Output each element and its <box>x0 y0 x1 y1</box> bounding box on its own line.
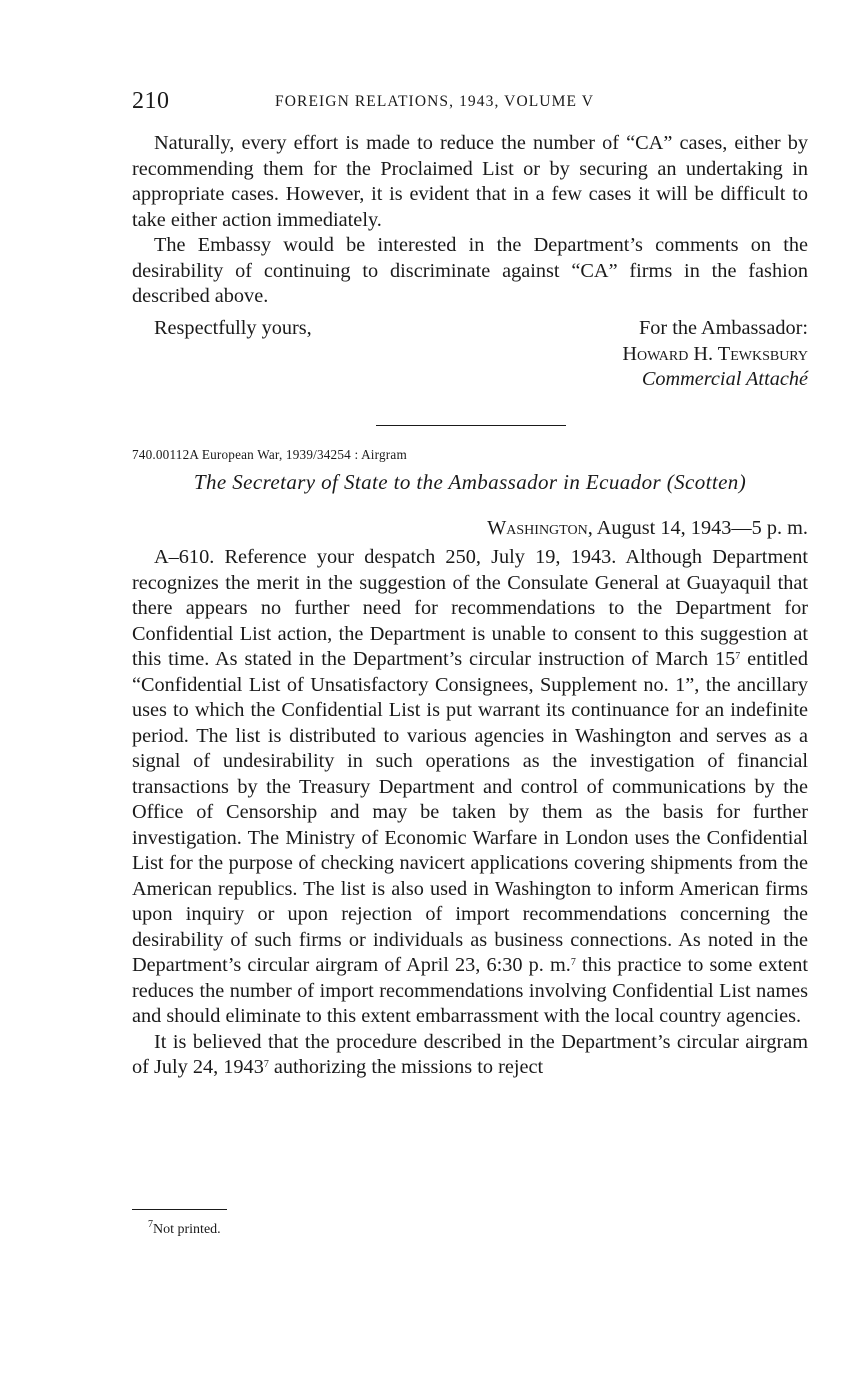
body-text-part-4: It is believed that the procedure described in the Department’s circular airgram of July 24, 1943 <box>132 1030 808 1078</box>
body-text-part-1: A–610. Reference your despatch 250, July 19, 1943. Although Department recognizes the merit in the suggestion of the Consulate General at Guayaquil that there appears no further need for recommendations to the Department for Confidential List action, the Department is unable to consent to this suggestion at this time. As stated in the Department’s circular instruction of March 15 <box>132 546 808 670</box>
paragraph-embassy-comments: The Embassy would be interested in the Department’s comments on the desirability of continuing to discriminate against “CA” firms in the fashion described above. <box>132 234 808 307</box>
signature-title: Commercial Attaché <box>641 368 808 390</box>
complimentary-close: Respectfully yours, <box>154 317 312 339</box>
signature-block <box>622 316 808 393</box>
paragraph-confidential-list <box>132 545 808 1030</box>
body-text-part-5: authorizing the missions to reject <box>268 1056 544 1078</box>
body-text-part-2: entitled “Confidential List of Unsatisfactory Consignees, Supplement no. 1”, the ancillary uses to which the Confidential List is put warrant its continuance for an indefinite period. The list is distributed to various agencies in Washington and serves as a signal of undesirability in such operations as the investigation of financial transactions by the Treasury Department and control of communications by the Office of Censorship and may be taken by them as the basis for further investigation. The Ministry of Economic Warfare in London uses the Confidential List for the purpose of checking navicert applications covering shipments from the American republics. The list is also used in Washington to inform American firms upon inquiry or upon rejection of import recommendations concerning the desirability of such firms or individuals as business connections. As noted in the Department’s circular airgram of April 23, 6:30 p. m. <box>132 648 808 976</box>
file-reference: 740.00112A European War, 1939/34254 : Airgram <box>132 447 407 462</box>
running-title: FOREIGN RELATIONS, 1943, VOLUME V <box>275 93 595 110</box>
airgram-body <box>132 545 808 1081</box>
footnote-marker: 7 <box>263 1059 269 1070</box>
paragraph-procedure <box>132 1030 808 1081</box>
footnote-marker: 7 <box>735 651 741 662</box>
footnote <box>148 1219 221 1238</box>
footnote-marker: 7 <box>148 1219 153 1230</box>
footnote-rule <box>132 1209 227 1210</box>
footnote-text: Not printed. <box>153 1222 221 1237</box>
section-divider <box>376 425 566 426</box>
page-number: 210 <box>132 88 170 114</box>
document-heading: The Secretary of State to the Ambassador in Ecuador (Scotten) <box>193 470 747 494</box>
dateline-date: , August 14, 1943—5 p. m. <box>587 517 808 539</box>
previous-document-body <box>132 131 808 310</box>
paragraph-ca-cases: Naturally, every effort is made to reduce the number of “CA” cases, either by recommending them for the Proclaimed List or by securing an undertaking in appropriate cases. However, it is evident that in a few cases it will be difficult to take either action immediately. <box>132 132 808 231</box>
dateline <box>487 517 808 540</box>
running-header <box>132 88 808 118</box>
body-text-part-3: this practice to some extent reduces the number of import recommendations involving Confidential List names and should eliminate to this extent embarrassment with the local country agencies. <box>132 954 808 1027</box>
dateline-place: Washington <box>487 517 588 539</box>
signature-name: Howard H. Tewksbury <box>622 342 808 365</box>
closing-block <box>132 316 808 396</box>
signature-for: For the Ambassador: <box>639 317 808 339</box>
footnote-marker: 7 <box>570 957 576 968</box>
